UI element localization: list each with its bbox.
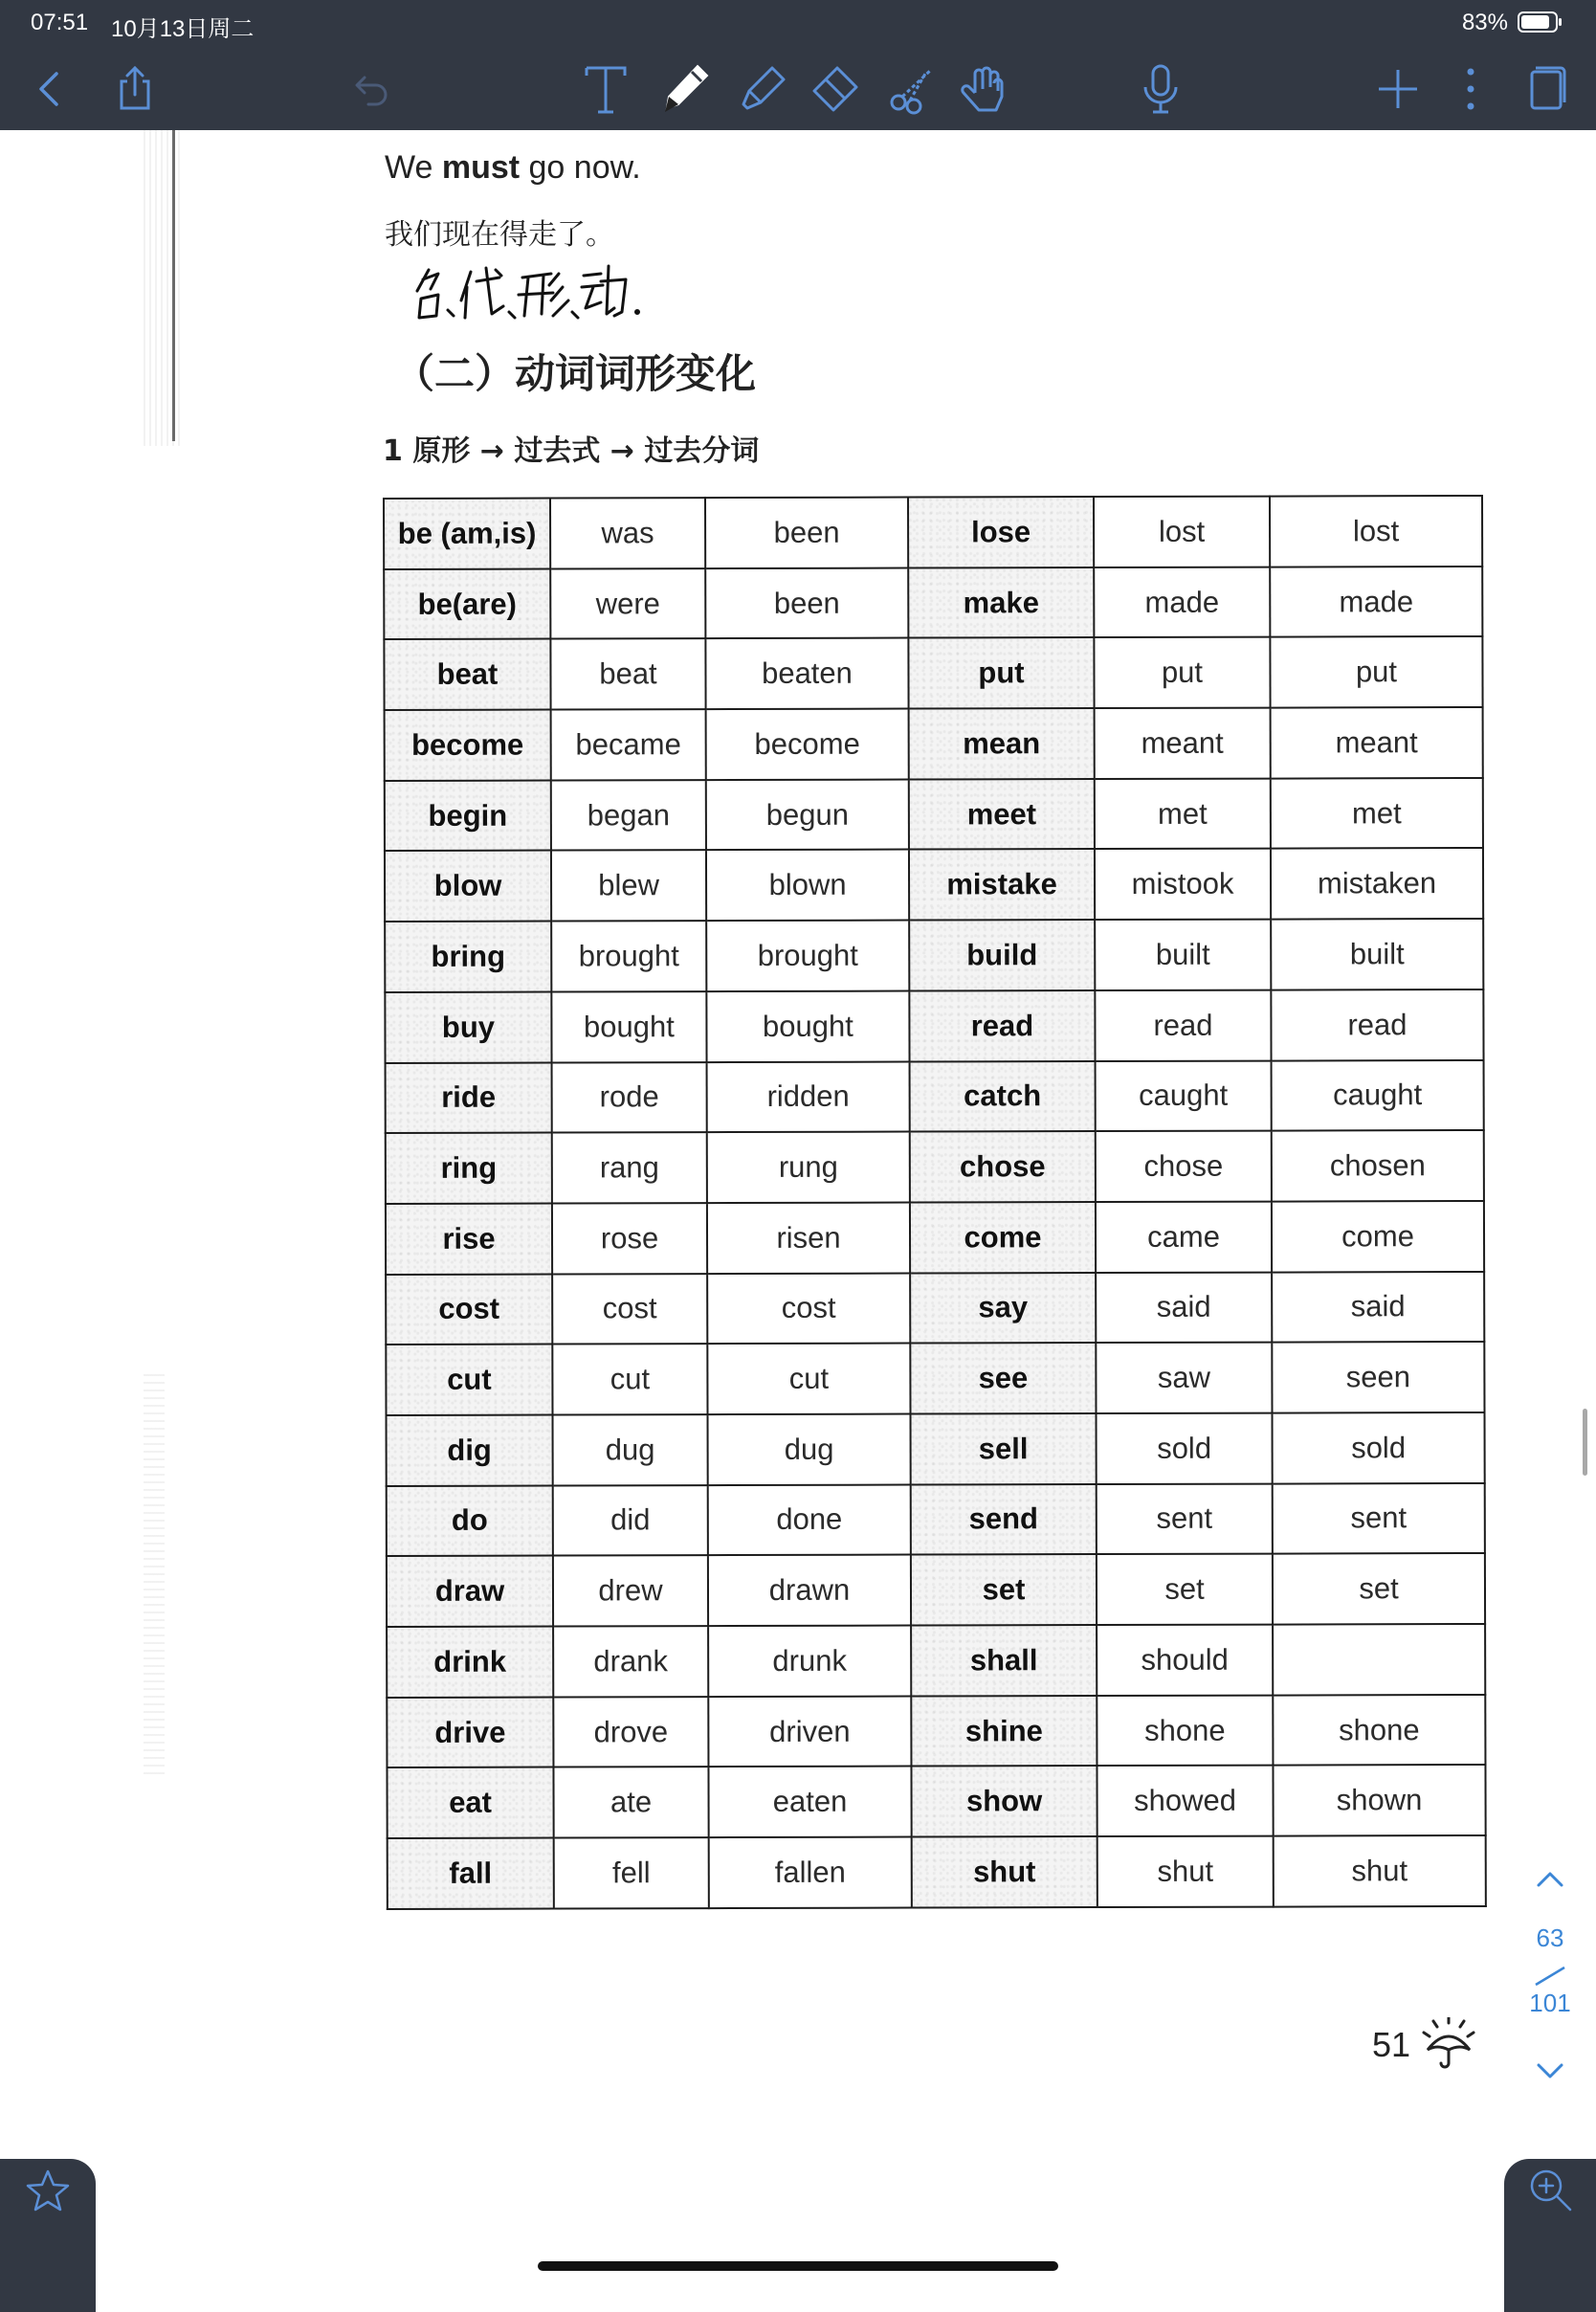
table-row xyxy=(385,778,1483,852)
past-participle-cell: rung xyxy=(707,1132,910,1203)
table-row xyxy=(386,1272,1484,1345)
base-form-cell: ring xyxy=(386,1133,552,1204)
past-tense-cell: said xyxy=(1096,1272,1272,1343)
base-form-cell: do xyxy=(387,1485,553,1556)
base-form-cell: be(are) xyxy=(384,568,550,639)
past-tense-cell: saw xyxy=(1096,1343,1272,1413)
star-icon[interactable] xyxy=(23,2167,73,2216)
eraser-tool-button[interactable] xyxy=(800,56,867,122)
table-row xyxy=(387,1765,1485,1838)
past-participle-cell: been xyxy=(705,567,908,638)
past-tense-cell: was xyxy=(550,498,705,568)
base-form-cell: drink xyxy=(387,1627,553,1698)
eraser-icon xyxy=(805,60,862,118)
past-participle-cell: read xyxy=(1271,989,1483,1060)
past-participle-cell: shone xyxy=(1273,1695,1485,1766)
base-form-cell: sell xyxy=(911,1413,1097,1484)
base-form-cell: build xyxy=(909,920,1095,990)
past-tense-cell: drank xyxy=(553,1626,708,1697)
table-row xyxy=(388,1835,1486,1909)
table-row xyxy=(384,496,1482,569)
base-form-cell: buy xyxy=(385,991,551,1062)
base-form-cell: catch xyxy=(910,1061,1096,1132)
base-form-cell: come xyxy=(910,1202,1096,1273)
share-icon xyxy=(106,60,164,118)
share-button[interactable] xyxy=(101,56,168,122)
table-row xyxy=(387,1695,1485,1768)
base-form-cell: lose xyxy=(908,497,1094,567)
past-participle-cell: done xyxy=(708,1484,911,1555)
past-participle-cell: cut xyxy=(707,1344,910,1414)
text-tool-button[interactable] xyxy=(572,56,639,122)
hand-icon xyxy=(958,60,1015,118)
highlighter-tool-button[interactable] xyxy=(729,56,796,122)
example-sentence-zh: 我们现在得走了。 xyxy=(385,218,614,252)
battery-percent: 83% xyxy=(1461,10,1508,35)
past-tense-cell: set xyxy=(1097,1554,1273,1625)
base-form-cell: meet xyxy=(909,779,1095,850)
past-tense-cell: mistook xyxy=(1095,849,1271,920)
past-tense-cell: drove xyxy=(553,1697,708,1767)
past-participle-cell: sent xyxy=(1273,1483,1485,1554)
table-row xyxy=(386,1130,1484,1204)
table-row xyxy=(385,989,1483,1063)
past-tense-cell: fell xyxy=(554,1837,709,1908)
table-row xyxy=(386,1059,1484,1133)
past-participle-cell: ridden xyxy=(707,1061,910,1132)
past-participle-cell: meant xyxy=(1271,707,1483,778)
past-participle-cell: drunk xyxy=(708,1626,911,1697)
base-form-cell: begin xyxy=(385,780,551,851)
past-participle-cell: cost xyxy=(707,1273,910,1344)
past-tense-cell: met xyxy=(1095,778,1271,849)
undo-icon xyxy=(342,60,399,118)
past-participle-cell: drawn xyxy=(708,1555,911,1626)
base-form-cell: set xyxy=(911,1554,1097,1625)
example-sentence-en: We must go now. xyxy=(385,149,641,186)
past-tense-cell: cost xyxy=(552,1274,707,1345)
base-form-cell: read xyxy=(909,990,1095,1061)
base-form-cell: become xyxy=(385,710,551,781)
past-participle-cell: risen xyxy=(707,1202,910,1273)
battery-icon xyxy=(1518,11,1563,33)
plus-icon xyxy=(1369,60,1427,118)
highlighter-icon xyxy=(734,60,791,118)
base-form-cell: mistake xyxy=(909,849,1095,920)
scissors-icon xyxy=(883,60,941,118)
table-row xyxy=(387,1624,1485,1698)
base-form-cell: make xyxy=(908,567,1094,638)
table-row xyxy=(384,567,1482,640)
pages-icon xyxy=(1517,60,1574,118)
add-page-button[interactable] xyxy=(1364,56,1431,122)
current-page-indicator: 63 xyxy=(1536,1923,1564,1952)
past-tense-cell: rode xyxy=(552,1062,707,1133)
past-participle-cell: bought xyxy=(706,990,909,1061)
text-tool-icon xyxy=(577,60,634,118)
past-participle-cell: set xyxy=(1273,1553,1485,1624)
past-participle-cell xyxy=(1273,1624,1485,1695)
hand-tool-button[interactable] xyxy=(953,56,1020,122)
zoom-in-icon[interactable] xyxy=(1525,2165,1575,2214)
base-form-cell: ride xyxy=(386,1062,552,1133)
pages-button[interactable] xyxy=(1512,56,1579,122)
scan-artifact xyxy=(144,1374,165,1776)
past-tense-cell: blew xyxy=(551,851,706,922)
base-form-cell: be (am,is) xyxy=(384,499,550,569)
table-row xyxy=(387,1553,1485,1627)
past-tense-cell: ate xyxy=(553,1767,708,1837)
past-tense-cell: did xyxy=(553,1485,708,1556)
more-vertical-icon xyxy=(1442,60,1499,118)
past-participle-cell: lost xyxy=(1270,496,1482,567)
past-tense-cell: caught xyxy=(1096,1060,1272,1131)
top-toolbar xyxy=(0,0,1596,130)
past-tense-cell: bought xyxy=(551,991,706,1062)
pen-icon xyxy=(655,60,713,118)
past-tense-cell: built xyxy=(1095,920,1271,990)
table-row xyxy=(386,1201,1484,1275)
base-form-cell: show xyxy=(911,1766,1097,1836)
past-participle-cell: begun xyxy=(706,779,909,850)
past-participle-cell: shown xyxy=(1273,1765,1485,1835)
past-tense-cell: should xyxy=(1097,1625,1273,1696)
page-down-button[interactable] xyxy=(1533,2057,1567,2086)
base-form-cell: shut xyxy=(912,1836,1097,1907)
table-row xyxy=(385,707,1483,781)
document-page[interactable] xyxy=(0,130,1596,2285)
past-participle-cell: blown xyxy=(706,850,909,921)
microphone-button[interactable] xyxy=(1127,56,1194,122)
past-tense-cell: rang xyxy=(552,1132,707,1203)
past-participle-cell: made xyxy=(1270,567,1482,637)
past-tense-cell: cut xyxy=(552,1344,707,1414)
base-form-cell: drive xyxy=(387,1697,553,1767)
base-form-cell: blow xyxy=(385,851,551,922)
base-form-cell: mean xyxy=(909,708,1095,779)
base-form-cell: fall xyxy=(388,1838,554,1909)
microphone-icon xyxy=(1132,60,1189,118)
base-form-cell: rise xyxy=(386,1203,552,1274)
subsection-title: 1 原形 → 过去式 → 过去分词 xyxy=(383,434,760,468)
scrollbar-thumb[interactable] xyxy=(1583,1409,1587,1476)
base-form-cell: chose xyxy=(910,1131,1096,1202)
past-tense-cell: showed xyxy=(1097,1766,1273,1836)
past-tense-cell: came xyxy=(1096,1201,1272,1272)
scan-binding-edge xyxy=(144,130,182,446)
past-tense-cell: beat xyxy=(550,638,705,709)
past-participle-cell: driven xyxy=(708,1696,911,1767)
past-participle-cell: sold xyxy=(1273,1412,1485,1483)
past-tense-cell: rose xyxy=(552,1203,707,1274)
past-participle-cell: become xyxy=(706,709,909,780)
past-participle-cell: met xyxy=(1271,778,1483,849)
past-tense-cell: drew xyxy=(553,1555,708,1626)
base-form-cell: dig xyxy=(387,1414,553,1485)
table-row xyxy=(387,1412,1485,1486)
past-tense-cell: chose xyxy=(1096,1131,1272,1202)
undo-button[interactable] xyxy=(337,56,404,122)
past-participle-cell: mistaken xyxy=(1271,848,1483,919)
lasso-tool-button[interactable] xyxy=(878,56,945,122)
base-form-cell: shine xyxy=(911,1696,1097,1767)
base-form-cell: shall xyxy=(911,1625,1097,1696)
past-tense-cell: brought xyxy=(551,921,706,991)
verb-forms-table xyxy=(383,495,1487,1910)
past-tense-cell: dug xyxy=(553,1414,708,1485)
table-row xyxy=(385,848,1483,922)
past-participle-cell: fallen xyxy=(709,1837,912,1908)
past-tense-cell: lost xyxy=(1094,497,1270,567)
home-indicator[interactable] xyxy=(538,2261,1058,2271)
past-participle-cell: caught xyxy=(1272,1059,1484,1130)
past-tense-cell: sent xyxy=(1097,1483,1273,1554)
more-options-button[interactable] xyxy=(1437,56,1504,122)
past-participle-cell: eaten xyxy=(708,1767,911,1837)
base-form-cell: cost xyxy=(386,1274,552,1345)
past-tense-cell: shut xyxy=(1097,1836,1274,1907)
past-tense-cell: read xyxy=(1095,989,1271,1060)
page-number: 51 xyxy=(1372,2025,1411,2064)
total-pages-indicator: 101 xyxy=(1529,1989,1571,2017)
past-tense-cell: made xyxy=(1094,567,1270,637)
past-participle-cell: said xyxy=(1272,1272,1484,1343)
base-form-cell: eat xyxy=(387,1767,553,1838)
page-up-button[interactable] xyxy=(1533,1864,1567,1893)
past-tense-cell: became xyxy=(551,709,706,780)
table-row xyxy=(384,636,1482,710)
past-participle-cell: chosen xyxy=(1272,1130,1484,1201)
back-button[interactable] xyxy=(17,56,84,122)
scan-binding-line xyxy=(172,130,175,441)
base-form-cell: send xyxy=(911,1484,1097,1555)
base-form-cell: beat xyxy=(384,639,550,710)
chevron-left-icon xyxy=(22,60,79,118)
past-participle-cell: seen xyxy=(1272,1342,1484,1412)
status-date: 10月13日周二 xyxy=(111,16,255,42)
past-participle-cell: come xyxy=(1272,1201,1484,1272)
past-tense-cell: put xyxy=(1094,637,1270,708)
base-form-cell: put xyxy=(908,637,1094,708)
base-form-cell: say xyxy=(910,1273,1096,1344)
past-participle-cell: put xyxy=(1270,636,1482,707)
past-tense-cell: meant xyxy=(1095,708,1271,779)
past-participle-cell: built xyxy=(1271,919,1483,989)
past-tense-cell: were xyxy=(550,568,705,639)
past-tense-cell: began xyxy=(551,780,706,851)
status-time: 07:51 xyxy=(31,10,89,35)
past-participle-cell: dug xyxy=(708,1413,911,1484)
table-row xyxy=(385,919,1483,992)
past-participle-cell: been xyxy=(705,498,908,568)
umbrella-icon xyxy=(1422,2017,1475,2071)
section-title: （二）动词词形变化 xyxy=(394,350,757,397)
base-form-cell: see xyxy=(910,1343,1096,1413)
handwritten-note xyxy=(410,253,649,329)
base-form-cell: draw xyxy=(387,1556,553,1627)
table-row xyxy=(386,1342,1484,1415)
pager-divider xyxy=(1534,1966,1566,1987)
past-tense-cell: shone xyxy=(1097,1695,1273,1766)
past-participle-cell: brought xyxy=(706,921,909,991)
past-participle-cell: shut xyxy=(1274,1835,1486,1907)
base-form-cell: bring xyxy=(385,922,551,992)
base-form-cell: cut xyxy=(386,1345,552,1415)
past-tense-cell: sold xyxy=(1097,1413,1273,1484)
past-participle-cell: beaten xyxy=(705,638,908,709)
pen-tool-button[interactable] xyxy=(651,56,718,122)
table-row xyxy=(387,1483,1485,1557)
